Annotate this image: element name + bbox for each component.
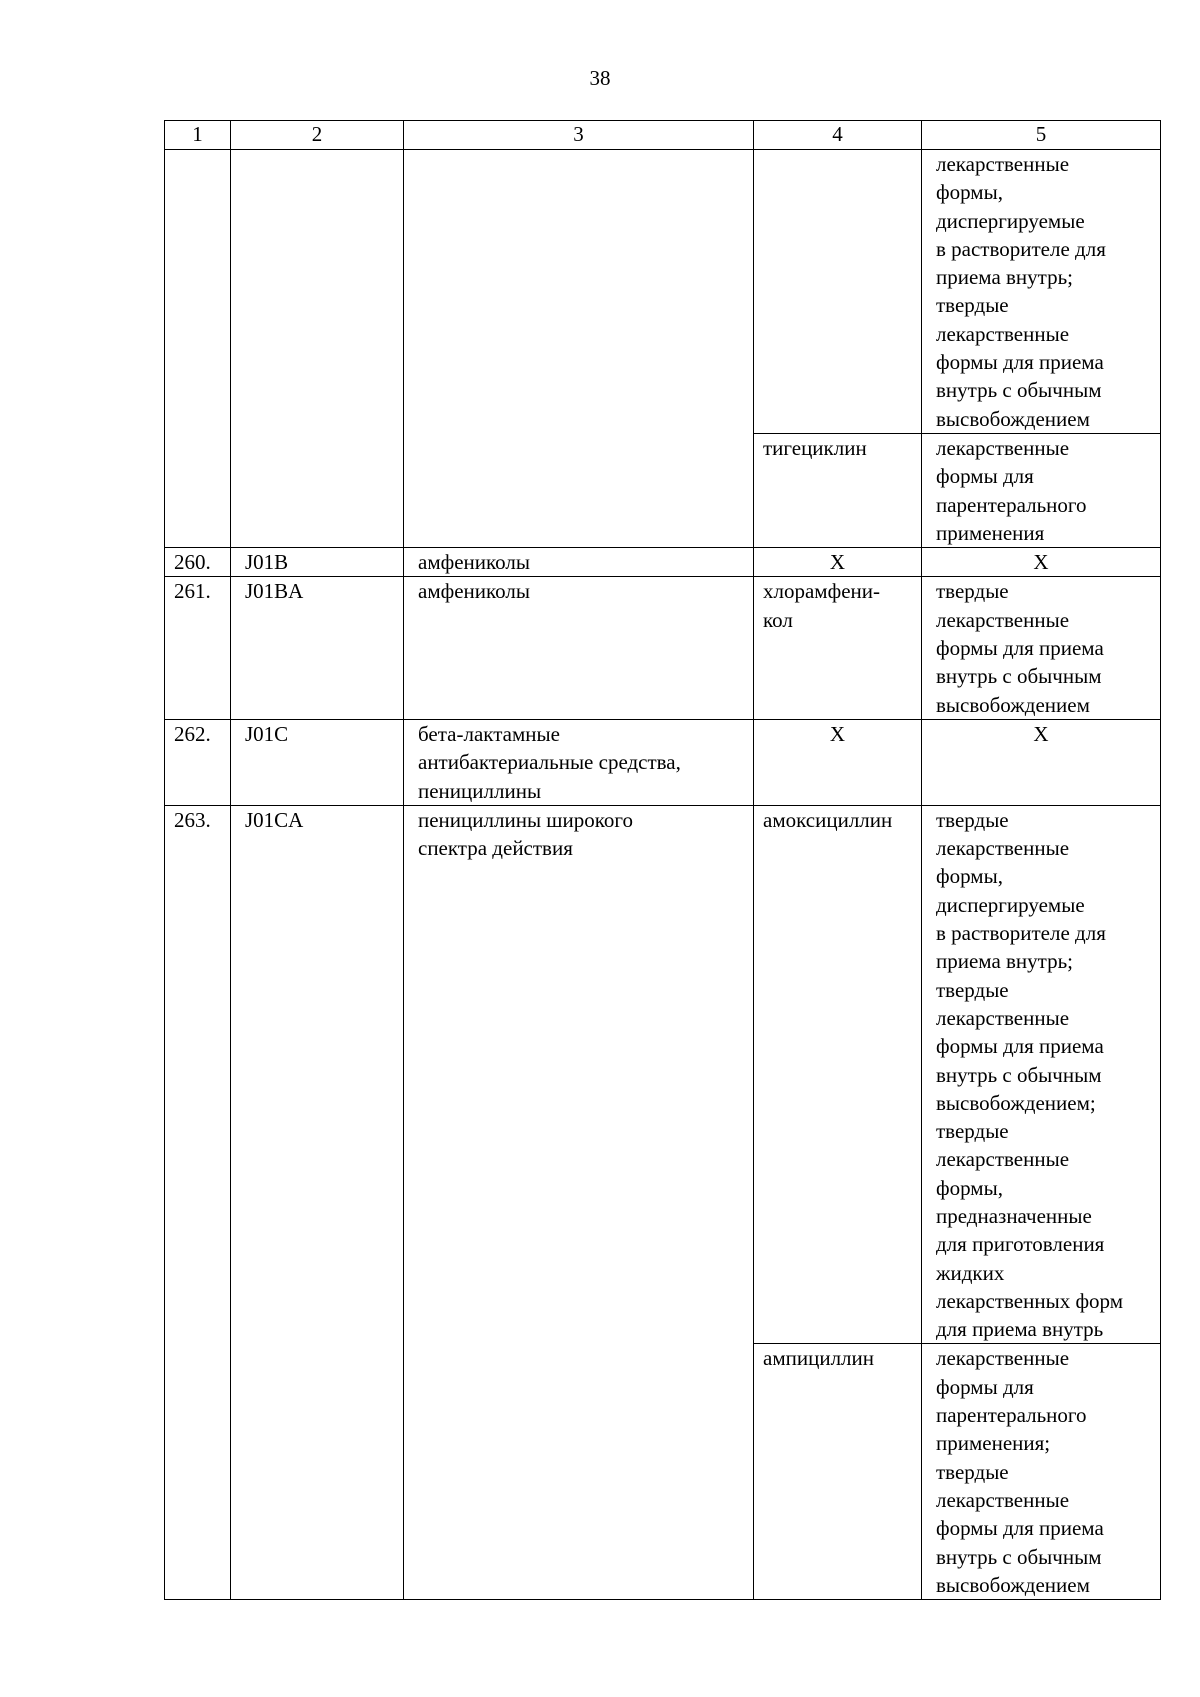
atc-code-cell — [231, 150, 404, 548]
table-row — [165, 150, 1161, 434]
header-col-3: 3 — [404, 121, 754, 150]
row-number-cell: 262. — [165, 719, 231, 805]
atc-code-cell: J01CA — [231, 805, 404, 1599]
header-col-5: 5 — [922, 121, 1161, 150]
row-number-cell: 263. — [165, 805, 231, 1599]
header-col-1: 1 — [165, 121, 231, 150]
dosage-form-cell: твердые лекарственные формы, диспергируемые в растворителе для приема внутрь; твердые лекарственные формы для приема внутрь с обычным высвобождением; твердые лекарственные формы, предназначенные для приготовления жидких лекарственных форм для приема внутрь — [922, 805, 1161, 1344]
drug-name-cell: X — [754, 548, 922, 577]
group-name-cell — [404, 150, 754, 548]
dosage-form-cell: лекарственные формы для парентерального применения; твердые лекарственные формы для приема внутрь с обычным высвобождением — [922, 1344, 1161, 1600]
dosage-form-cell: твердые лекарственные формы для приема внутрь с обычным высвобождением — [922, 577, 1161, 719]
row-number-cell: 261. — [165, 577, 231, 719]
drug-name-cell — [754, 150, 922, 434]
group-name-cell: пенициллины широкого спектра действия — [404, 805, 754, 1599]
table-row — [165, 548, 1161, 577]
header-col-2: 2 — [231, 121, 404, 150]
dosage-form-cell: лекарственные формы, диспергируемые в растворителе для приема внутрь; твердые лекарственные формы для приема внутрь с обычным высвобождением — [922, 150, 1161, 434]
dosage-form-cell: X — [922, 548, 1161, 577]
group-name-cell: бета-лактамные антибактериальные средства, пенициллины — [404, 719, 754, 805]
group-name-cell: амфениколы — [404, 577, 754, 719]
row-number-cell: 260. — [165, 548, 231, 577]
dosage-form-cell: X — [922, 719, 1161, 805]
drug-name-cell: амоксициллин — [754, 805, 922, 1344]
atc-code-cell: J01C — [231, 719, 404, 805]
page-number: 38 — [589, 66, 611, 90]
atc-code-cell: J01BA — [231, 577, 404, 719]
atc-code-cell: J01B — [231, 548, 404, 577]
drug-table — [164, 120, 1161, 1600]
table-row — [165, 805, 1161, 1344]
drug-name-cell: хлорамфени- кол — [754, 577, 922, 719]
drug-name-cell: X — [754, 719, 922, 805]
group-name-cell: амфениколы — [404, 548, 754, 577]
table-header-row — [165, 121, 1161, 150]
row-number-cell — [165, 150, 231, 548]
table-row — [165, 577, 1161, 719]
header-col-4: 4 — [754, 121, 922, 150]
table-row — [165, 719, 1161, 805]
dosage-form-cell: лекарственные формы для парентерального применения — [922, 433, 1161, 547]
drug-name-cell: ампициллин — [754, 1344, 922, 1600]
drug-name-cell: тигециклин — [754, 433, 922, 547]
